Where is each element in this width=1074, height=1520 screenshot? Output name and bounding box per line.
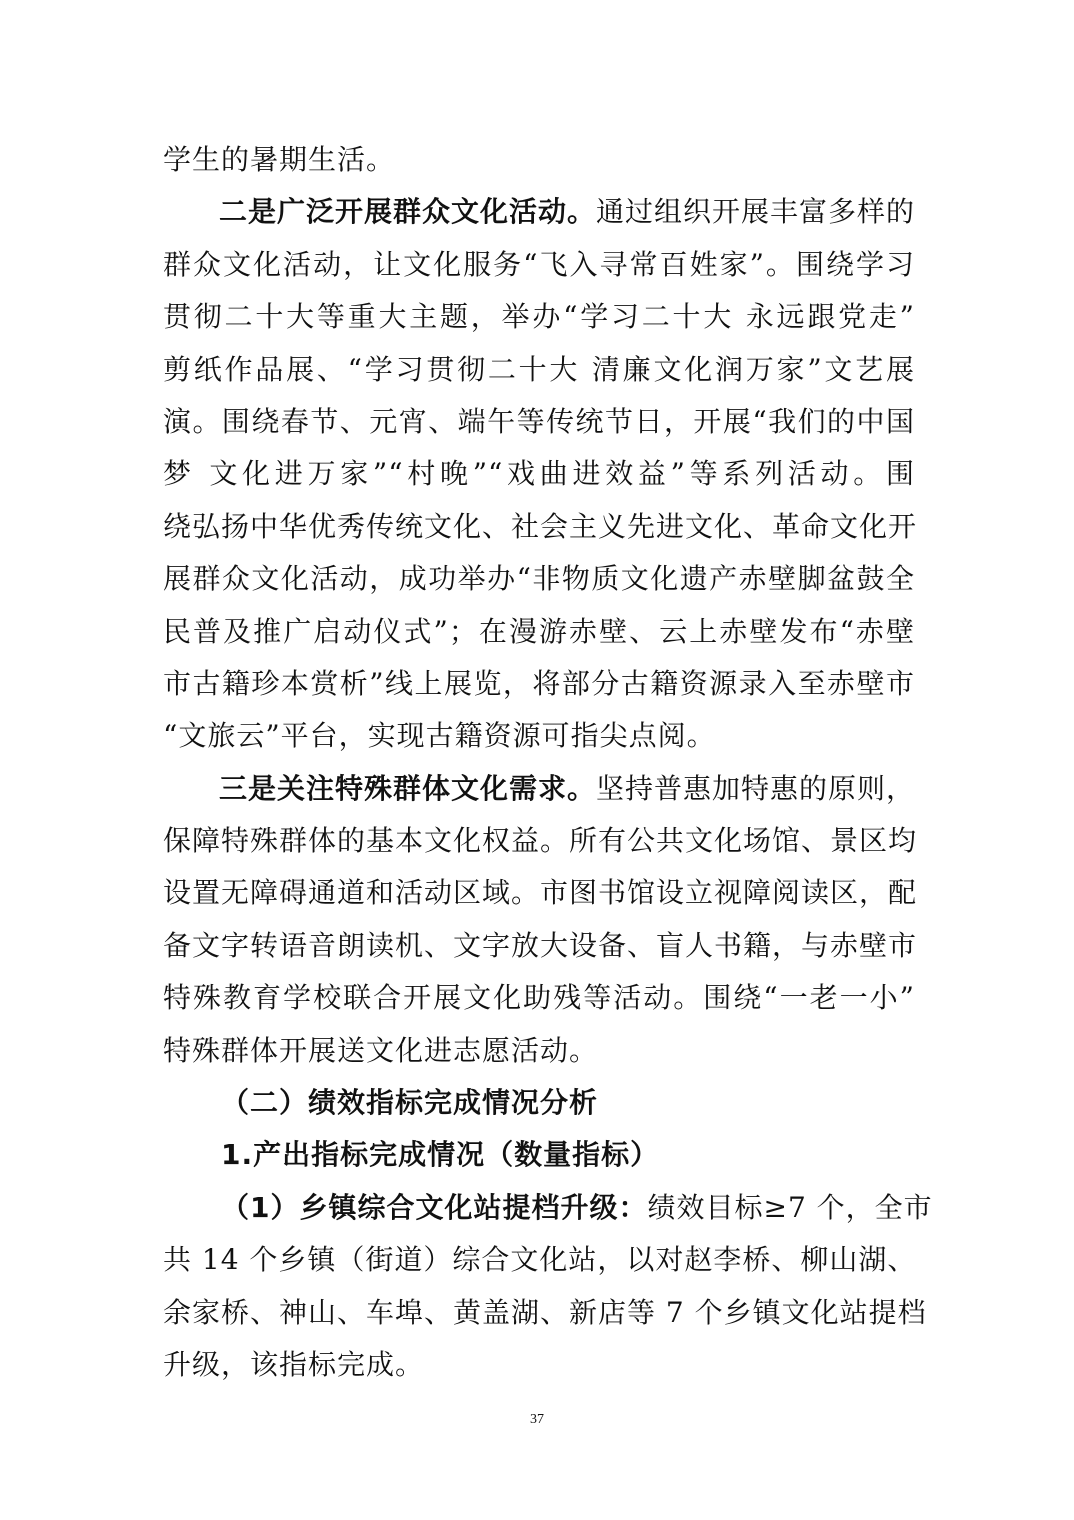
subsection-heading: 1.产出指标完成情况（数量指标）	[221, 1138, 660, 1172]
lead-heading: 二是广泛开展群众文化活动。	[219, 195, 597, 229]
paragraph-line: 三是关注特殊群体文化需求。坚持普惠加特惠的原则，	[219, 771, 916, 805]
paragraph-line: 绕弘扬中华优秀传统文化、社会主义先进文化、革命文化开	[163, 509, 918, 543]
paragraph-line: 贯彻二十大等重大主题，举办“学习二十大 永远跟党走”	[163, 300, 915, 334]
paragraph-line: 二是广泛开展群众文化活动。通过组织开展丰富多样的	[219, 195, 916, 229]
paragraph-line: 特殊群体开展送文化进志愿活动。	[163, 1033, 599, 1067]
paragraph-line: 保障特殊群体的基本文化权益。所有公共文化场馆、景区均	[163, 824, 918, 858]
paragraph-line: 群众文化活动，让文化服务“飞入寻常百姓家”。围绕学习	[163, 247, 915, 281]
paragraph-line: “文旅云”平台，实现古籍资源可指尖点阅。	[163, 719, 716, 753]
paragraph-line: 民普及推广启动仪式”；在漫游赤壁、云上赤壁发布“赤壁	[163, 614, 915, 648]
page-number: 37	[530, 1412, 544, 1427]
section-heading: （二）绩效指标完成情况分析	[221, 1086, 599, 1120]
paragraph-line: 学生的暑期生活。	[163, 143, 396, 176]
paragraph-line: 市古籍珍本赏析”线上展览，将部分古籍资源录入至赤壁市	[163, 666, 915, 700]
paragraph-line: 升级，该指标完成。	[163, 1347, 425, 1381]
paragraph-line: 余家桥、神山、车埠、黄盖湖、新店等 7 个乡镇文化站提档	[163, 1295, 927, 1329]
paragraph-line: 共 14 个乡镇（街道）综合文化站，以对赵李桥、柳山湖、	[163, 1243, 917, 1277]
document-body	[163, 134, 933, 1391]
paragraph-line: 特殊教育学校联合开展文化助残等活动。围绕“一老一小”	[163, 981, 915, 1015]
paragraph-line: 展群众文化活动，成功举办“非物质文化遗产赤壁脚盆鼓全	[163, 562, 915, 596]
lead-heading: （1）乡镇综合文化站提档升级：	[221, 1190, 648, 1224]
paragraph-line: （1）乡镇综合文化站提档升级：绩效目标≥7 个，全市	[221, 1190, 933, 1224]
paragraph-line: 剪纸作品展、“学习贯彻二十大 清廉文化润万家”文艺展	[163, 352, 915, 386]
lead-heading: 三是关注特殊群体文化需求。	[219, 771, 597, 805]
paragraph-line: 演。围绕春节、元宵、端午等传统节日，开展“我们的中国	[163, 404, 915, 438]
paragraph-line: 梦 文化进万家”“村晚”“戏曲进效益”等系列活动。围	[163, 457, 915, 491]
paragraph-line: 设置无障碍通道和活动区域。市图书馆设立视障阅读区，配	[163, 876, 918, 910]
paragraph-line: 备文字转语音朗读机、文字放大设备、盲人书籍，与赤壁市	[163, 928, 918, 962]
